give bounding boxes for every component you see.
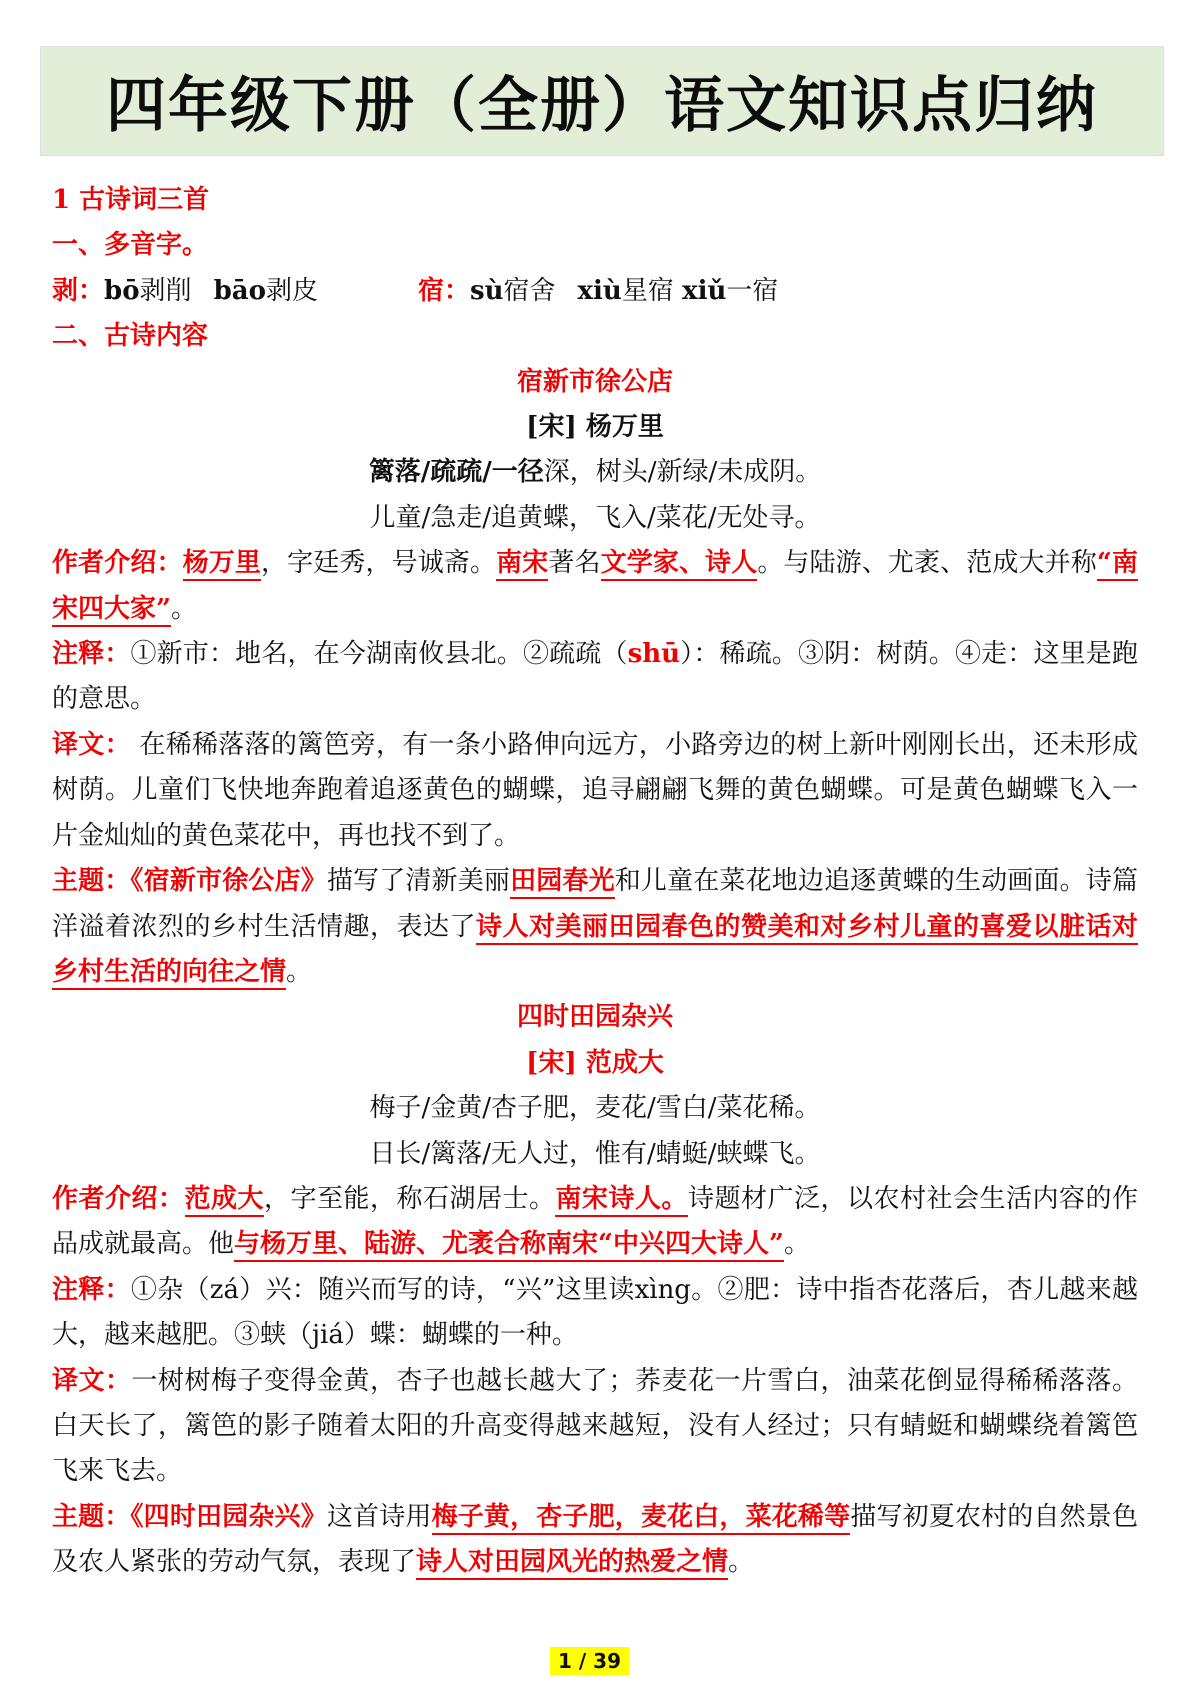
pinyin: xiǔ xyxy=(682,275,727,306)
document-body xyxy=(52,178,1138,1586)
poem-line: 儿童/急走/追黄蝶，飞入/菜花/无处寻。 xyxy=(369,502,821,533)
notes: 注释：①杂（zá）兴：随兴而写的诗，“兴”这里读xìng。②肥：诗中指杏花落后，杏儿越来越大，越来越肥。③蛱（jiá）蝶：蝴蝶的一种。 xyxy=(52,1274,1138,1351)
theme: 主题：《宿新市徐公店》描写了清新美丽田园春光和儿童在菜花地边追逐黄蝶的生动画面。诗篇洋溢着浓烈的乡村生活情趣，表达了诗人对美丽田园春色的赞美和对乡村儿童的喜爱以脏话对乡村生活的向往之情。 xyxy=(52,859,1138,995)
word: 星宿 xyxy=(621,275,674,306)
theme: 主题：《四时田园杂兴》这首诗用梅子黄，杏子肥，麦花白，菜花稀等描写初夏农村的自然景色及农人紧张的劳动气氛，表现了诗人对田园风光的热爱之情。 xyxy=(52,1495,1138,1586)
pinyin: xiù xyxy=(577,275,622,306)
section-polyphones-heading: 一、多音字。 xyxy=(52,230,209,261)
notes: 注释：①新市：地名，在今湖南攸县北。②疏疏（shū）：稀疏。③阴：树荫。④走：这里是跑的意思。 xyxy=(52,639,1138,715)
title-banner xyxy=(40,46,1164,156)
word: 剥削 xyxy=(139,275,192,306)
word: 一宿 xyxy=(726,275,779,306)
poem-line: 日长/篱落/无人过，惟有/蜻蜓/蛱蝶飞。 xyxy=(369,1138,821,1169)
poem-author: [宋] 范成大 xyxy=(526,1047,664,1078)
pinyin: bō xyxy=(104,275,140,306)
pinyin: bāo xyxy=(213,275,266,306)
polyphone-row xyxy=(52,269,1138,314)
document-title: 四年级下册（全册）语文知识点归纳 xyxy=(106,71,1098,141)
poem-author: [宋] 杨万里 xyxy=(526,412,664,443)
poem-title: 四时田园杂兴 xyxy=(516,1002,673,1033)
pinyin: sù xyxy=(469,275,504,306)
word: 剥皮 xyxy=(265,275,318,306)
section-poems-heading: 二、古诗内容 xyxy=(52,321,209,352)
translation: 译文：一树树梅子变得金黄，杏子也越长越大了；荞麦花一片雪白，油菜花倒显得稀稀落落。白天长了，篱笆的影子随着太阳的升高变得越来越短，没有人经过；只有蜻蜓和蝴蝶绕着篱笆飞来飞去。 xyxy=(52,1365,1138,1487)
word: 宿舍 xyxy=(503,275,556,306)
poem-title: 宿新市徐公店 xyxy=(516,366,673,397)
poem-line: 篱落/疏疏/一径深，树头/新绿/未成阴。 xyxy=(368,457,822,488)
author-intro: 作者介绍：范成大，字至能，称石湖居士。南宋诗人。诗题材广泛，以农村社会生活内容的作品成就最高。他与杨万里、陆游、尤袤合称南宋“中兴四大诗人”。 xyxy=(52,1177,1138,1268)
polyphone-char: 剥： xyxy=(52,275,105,306)
translation: 译文： 在稀稀落落的篱笆旁，有一条小路伸向远方，小路旁边的树上新叶刚刚长出，还未形成树荫。儿童们飞快地奔跑着追逐黄色的蝴蝶，追寻翩翩飞舞的黄色蝴蝶。可是黄色蝴蝶飞入一片金灿灿的黄色菜花中，再也找不到了。 xyxy=(52,729,1138,851)
poem-line: 梅子/金黄/杏子肥，麦花/雪白/菜花稀。 xyxy=(369,1093,821,1124)
lesson-heading: 1 古诗词三首 xyxy=(52,185,210,215)
page-number-badge: 1 / 39 xyxy=(550,1647,629,1675)
polyphone-char: 宿： xyxy=(417,275,470,306)
author-intro: 作者介绍：杨万里，字廷秀，号诚斋。南宋著名文学家、诗人。与陆游、尤袤、范成大并称“南宋四大家”。 xyxy=(52,541,1138,632)
